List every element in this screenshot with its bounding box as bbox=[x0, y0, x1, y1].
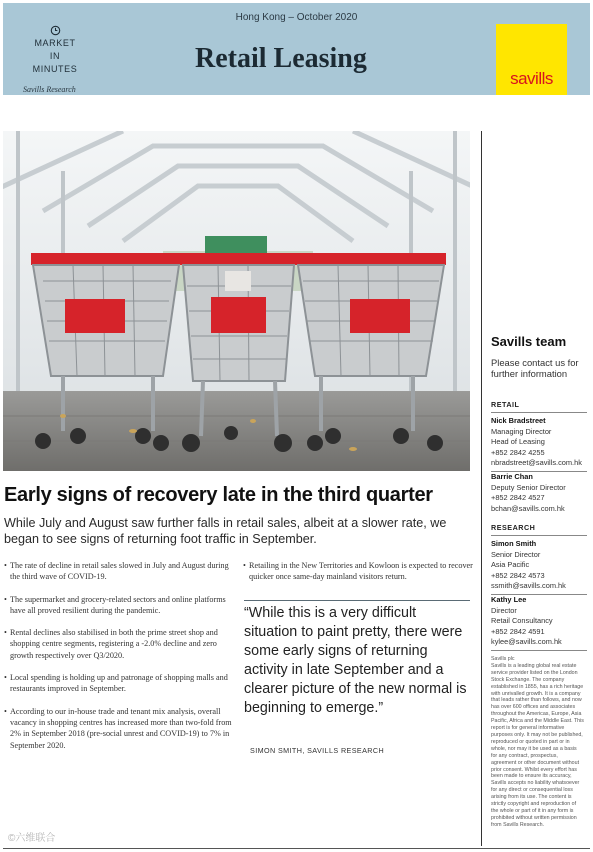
article-headline: Early signs of recovery late in the third quarter bbox=[4, 484, 433, 506]
contact-card bbox=[491, 595, 589, 651]
key-points-left bbox=[4, 560, 234, 762]
contact-role: Managing Director bbox=[491, 426, 552, 436]
market-in-minutes-badge bbox=[23, 25, 85, 94]
key-points-right bbox=[243, 560, 473, 594]
key-point: • The supermarket and grocery-related sectors and online platforms have all proved resilient during the pandemic. bbox=[4, 594, 234, 617]
key-point: • According to our in-house trade and tenant mix analysis, overall vacancy in shopping centres has increased more than two-fold from 2% in September 2018 (pre-social unrest and COVID-19) to 7% in September 2020. bbox=[4, 706, 234, 751]
savills-logo bbox=[496, 24, 567, 95]
series-subtitle: Savills Research bbox=[23, 85, 76, 94]
contact-phone[interactable]: +852 2842 4527 bbox=[491, 493, 545, 503]
key-point: • Local spending is holding up and patronage of shopping malls and restaurants improved in September. bbox=[4, 672, 234, 695]
contact-email[interactable]: bchan@savills.com.hk bbox=[491, 503, 565, 513]
disclaimer-heading: Savills plc bbox=[491, 656, 515, 662]
disclaimer bbox=[491, 656, 584, 829]
shopping-trolleys-photo bbox=[3, 131, 470, 471]
contact-name: Simon Smith bbox=[491, 539, 537, 548]
contact-card bbox=[491, 416, 589, 472]
series-line-2: IN bbox=[49, 51, 61, 61]
clock-icon bbox=[50, 25, 61, 36]
contact-role: Asia Pacific bbox=[491, 560, 530, 570]
section-heading-research: RESEARCH bbox=[491, 523, 587, 536]
series-line-1: MARKET bbox=[34, 38, 76, 48]
contact-role: Deputy Senior Director bbox=[491, 482, 566, 492]
quote-attribution: SIMON SMITH, SAVILLS RESEARCH bbox=[250, 746, 385, 755]
disclaimer-text: Savills is a leading global real estate service provider listed on the London Stock Exchange. The company established in 1855, has a rich heritage with unrivalled growth. It is a company that leads rather than follows, and now has over 600 offices and associates throughout the Americas, Europe, Asia Pacific, Africa and the Middle East. This report is for general informative purposes only. It may not be published, reproduced or quoted in part or in whole, nor may it be used as a basis for any contract, prospectus, agreement or other document without prior consent. Whilst every effort has been made to ensure its accuracy, Savills accepts no liability whatsoever for any direct or consequential loss arising from its use. The content is strictly copyright and reproduction of the whole or part of it in any form is prohibited without written permission from Savills Research. bbox=[491, 662, 584, 828]
contact-email[interactable]: nbradstreet@savills.com.hk bbox=[491, 458, 582, 468]
logo-text: savills bbox=[510, 69, 553, 88]
report-title: Retail Leasing bbox=[195, 43, 367, 74]
contact-phone[interactable]: +852 2842 4255 bbox=[491, 447, 545, 457]
contact-divider bbox=[491, 650, 587, 651]
contact-email[interactable]: ssmith@savills.com.hk bbox=[491, 581, 566, 591]
watermark: ©六维联合 bbox=[8, 833, 56, 844]
contact-role: Retail Consultancy bbox=[491, 616, 553, 626]
contact-card bbox=[491, 472, 589, 514]
contact-phone[interactable]: +852 2842 4591 bbox=[491, 626, 545, 636]
article-standfirst: While July and August saw further falls in retail sales, albeit at a slower rate, we began to see signs of returning foot traffic in September. bbox=[4, 516, 447, 546]
section-heading-retail: RETAIL bbox=[491, 400, 587, 413]
sidebar-title: Savills team bbox=[491, 334, 567, 349]
key-point: • The rate of decline in retail sales slowed in July and August during the third wave of COVID-19. bbox=[4, 560, 234, 583]
contact-role: Director bbox=[491, 605, 517, 615]
contact-email[interactable]: kylee@savills.com.hk bbox=[491, 637, 562, 647]
key-point: • Rental declines also stabilised in both the prime street shop and shopping centre segments, registering a -2.0% decline and zero growth respectively over Q3/2020. bbox=[4, 627, 234, 661]
pull-quote: “While this is a very difficult situation to paint pretty, there were some early signs of returning activity in late September and a clearer picture of the new normal is beginning to emerge.” bbox=[244, 605, 467, 716]
contact-role: Senior Director bbox=[491, 549, 541, 559]
contact-name: Barrie Chan bbox=[491, 472, 533, 481]
trolleys-illustration bbox=[3, 131, 470, 471]
contact-role: Head of Leasing bbox=[491, 437, 545, 447]
sidebar-intro: Please contact us for further information bbox=[491, 357, 579, 379]
report-date: Hong Kong – October 2020 bbox=[235, 12, 358, 23]
contact-name: Kathy Lee bbox=[491, 595, 527, 604]
key-point: • Retailing in the New Territories and Kowloon is expected to recover quicker once same-day mainland visitors return. bbox=[243, 560, 473, 583]
contact-name: Nick Bradstreet bbox=[491, 416, 546, 425]
contact-card bbox=[491, 539, 589, 595]
quote-divider bbox=[244, 600, 470, 601]
series-line-3: MINUTES bbox=[32, 64, 78, 74]
contact-phone[interactable]: +852 2842 4573 bbox=[491, 570, 545, 580]
bottom-divider bbox=[3, 848, 590, 849]
sidebar-divider bbox=[481, 131, 482, 846]
